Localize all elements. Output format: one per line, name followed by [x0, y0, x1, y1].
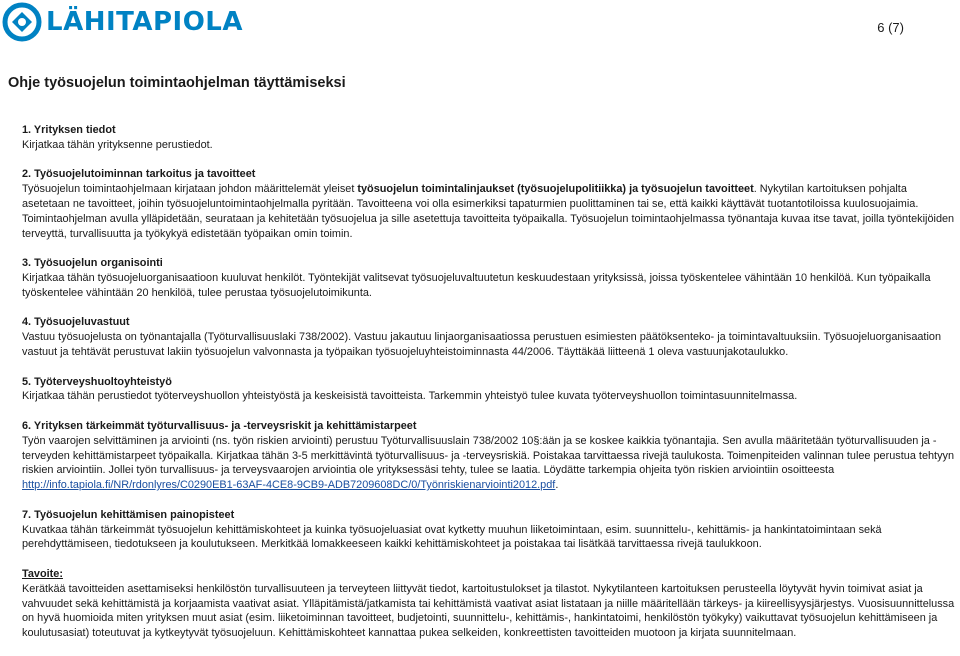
- section-heading: 4. Työsuojeluvastuut: [22, 316, 130, 329]
- document-title: Ohje työsuojelun toimintaohjelman täyttämiseksi: [8, 75, 346, 91]
- lahitapiola-logo-icon: [2, 2, 42, 42]
- document-body: [22, 123, 956, 656]
- section-purpose-goals: [22, 167, 956, 241]
- section-text: Kirjatkaa tähän perustiedot työterveyshuollon yhteistyöstä ja keskeisistä tavoitteista. Tarkemmin yhteistyö tulee kuvata työterveyshuollon toimintasuunnitelmassa.: [22, 390, 798, 403]
- section-heading: 7. Työsuojelun kehittämisen painopisteet: [22, 508, 235, 521]
- section-responsibilities: [22, 315, 956, 359]
- section-text: Kirjatkaa tähän työsuojeluorganisaatioon kuuluvat henkilöt. Työntekijät valitsevat työsuojeluvaltuutetun keskuudestaan yrityksissä, joissa työskentelee vähintään 10 henkilöä. Kun työpaikalla työskentelee vähintään 20 henkilöä, tulee perustaa työsuojelutoimikunta.: [22, 271, 931, 299]
- goals-heading: Tavoite:: [22, 567, 63, 580]
- section-company-info: [22, 123, 956, 153]
- company-logo: [2, 2, 243, 42]
- section-occupational-health: [22, 375, 956, 405]
- risk-assessment-link[interactable]: http://info.tapiola.fi/NR/rdonlyres/C0290EB1-63AF-4CE8-9CB9-ADB7209608DC/0/Työnriskienarviointi2012.pdf: [22, 479, 556, 492]
- section-heading: 5. Työterveyshuoltoyhteistyö: [22, 375, 172, 388]
- brand-name: LÄHITAPIOLA: [46, 7, 243, 37]
- section-risks: [22, 419, 956, 493]
- section-text: Kirjatkaa tähän yrityksenne perustiedot.: [22, 138, 213, 151]
- section-text: Kerätkää tavoitteiden asettamiseksi henkilöstön turvallisuuteen ja terveyteen liittyvät tiedot, kartoitustulokset ja tilastot. Nykytilanteen kartoituksen perusteella löytyvät hyvin toimivat asiat ja vahvuudet sekä kehittämistä ja korjaamista vaativat asiat. Ylläpitämistä/jatkamista tai kehittämistä vaativat asiat listataan ja niille määritellään tärkeys- ja kiireellisyysjärjestys. Vuosisuunnittelussa on hyvä huomioida miten yrityksen muut asiat (esim. liiketoiminnan tavoitteet, budjetointi, suunnittelu-, kehittämis-, hankintatoimi, henkilöstön työkyky) vaikuttavat työsuojelun kehittämiseen ja koulutusasiat) toteutuvat ja kytkeytyvät työsuojeluun. Kehittämiskohteet kannattaa pukea selkeiden, konkreettisten tavoitteiden muotoon ja kirjata suunnitelmaan.: [22, 582, 955, 640]
- emphasis-text: työsuojelun toimintalinjaukset (työsuojelupolitiikka) ja työsuojelun tavoitteet: [357, 183, 754, 196]
- section-goals: [22, 567, 956, 641]
- section-text: Työn vaarojen selvittäminen ja arviointi (ns. työn riskien arviointi) perustuu Työturvallisuuslain 738/2002 10§:ään ja se koskee kaikkia työnantajia. Sen avulla määritetään työturvallisuuden ja -terveyden kehittämistarpeet työpaikalla. Kirjatkaa tähän 3-5 merkittävintä työturvallisuus- ja -terveysriskiä. Poistakaa tarvittaessa rivejä taulukosta. Toimenpiteiden valinnan tulee perustua tehtyyn riskien arviointiin. Jollei työn turvallisuus- ja terveysvaarojen arviointia ole yrityksessäsi tehty, tulee se laatia. Löydätte tarkempia ohjeita työn riskien arviointiin osoitteesta http://info.tapiola.fi/NR/rdonlyres/C0290EB1-63AF-4CE8-9CB9-ADB7209608DC/0/Työnriskienarviointi2012.pdf.: [22, 434, 955, 492]
- section-development-focus: [22, 508, 956, 552]
- section-heading: 1. Yrityksen tiedot: [22, 124, 116, 136]
- section-heading: 2. Työsuojelutoiminnan tarkoitus ja tavoitteet: [22, 168, 256, 181]
- section-text: Työsuojelun toimintaohjelmaan kirjataan johdon määrittelemät yleiset työsuojelun toimintalinjaukset (työsuojelupolitiikka) ja työsuojelun tavoitteet. Nykytilan kartoituksen pohjalta asetetaan ne tavoitteet, joihin työsuojeluntoimintaohjelmalla pyritään. Tavoitteena voi olla esimerkiksi tapaturmien puolittaminen tai se, että kaikki käyttävät tuotantotiloissa kuulosuojaimia. Toimintaohjelman avulla ylläpidetään, seurataan ja kehitetään työsuojelua ja sille asetettuja tavoitteita työpaikalla. Työsuojelun toimintaohjelmassa työnantaja kuvaa itse tavat, joilla työntekijöiden terveyttä, turvallisuutta ja työkykyä edistetään työpaikan omin toimin.: [22, 183, 955, 240]
- section-text: Kuvatkaa tähän tärkeimmät työsuojelun kehittämiskohteet ja kuinka työsuojeluasiat ovat kytketty muuhun liiketoimintaan, esim. suunnittelu-, kehittämis- ja hankintatoimintaan sekä perehdyttämiseen, tiedotukseen ja koulutukseen. Merkitkää lomakkeeseen kaikki kehittämiskohteet ja poistakaa tai lisätkää tarvittaessa rivejä taulukkoon.: [22, 523, 882, 551]
- section-organisation: [22, 256, 956, 300]
- page-number: 6 (7): [877, 20, 904, 35]
- section-heading: 3. Työsuojelun organisointi: [22, 257, 163, 270]
- section-text: Vastuu työsuojelusta on työnantajalla (Työturvallisuuslaki 738/2002). Vastuu jakautuu linjaorganisaatiossa perustuen esimiesten päätöksenteko- ja toimintavaltuuksiin. Työsuojeluorganisaation vastuut ja tehtävät perustuvat lakiin työsuojelun valvonnasta ja työpaikan työsuojeluyhteistoiminnasta 44/2006. Täyttäkää liitteenä 1 oleva vastuunjakotaulukko.: [22, 331, 941, 358]
- section-heading: 6. Yrityksen tärkeimmät työturvallisuus- ja -terveysriskit ja kehittämistarpeet: [22, 419, 417, 432]
